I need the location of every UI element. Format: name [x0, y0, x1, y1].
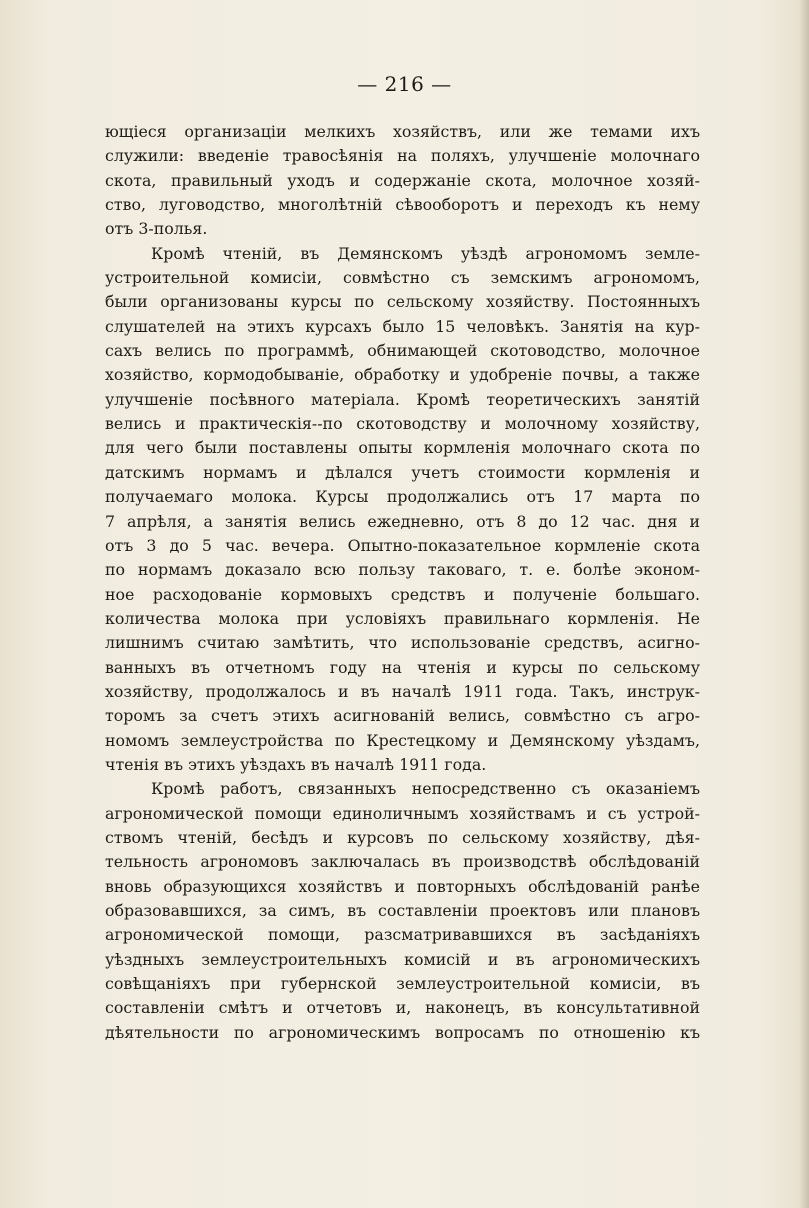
page-edge-shadow — [799, 0, 809, 1208]
page-number: — 216 — — [357, 72, 452, 96]
text-line: ство, луговодство, многолѣтній сѣвооборотъ и переходъ къ нему — [105, 195, 700, 215]
text-line: по нормамъ доказало всю пользу таковаго, т. е. болѣе эконом- — [105, 560, 700, 580]
text-line: образовавшихся, за симъ, въ составленіи проектовъ или плановъ — [105, 901, 700, 920]
text-line: устроительной комисіи, совмѣстно съ земскимъ агрономомъ, — [105, 268, 700, 288]
text-line: лишнимъ считаю замѣтить, что использованіе средствъ, асигно- — [105, 633, 700, 653]
text-line: 7 апрѣля, а занятія велись ежедневно, отъ 8 до 12 час. дня и — [105, 511, 700, 531]
text-line: датскимъ нормамъ и дѣлался учетъ стоимости кормленія и — [105, 462, 700, 482]
text-line: слушателей на этихъ курсахъ было 15 человѣкъ. Занятія на кур- — [105, 316, 700, 336]
text-line: были организованы курсы по сельскому хозяйству. Постоянныхъ — [105, 292, 700, 312]
text-line: тельность агрономовъ заключалась въ производствѣ обслѣдованій — [105, 852, 700, 872]
text-line: чтенія въ этихъ уѣздахъ въ началѣ 1911 года. — [105, 754, 487, 774]
text-line: служили: введеніе травосѣянія на поляхъ, улучшеніе молочнаго — [105, 146, 700, 166]
text-line: для чего были поставлены опыты кормленія молочнаго скота по — [105, 438, 700, 458]
text-line: вновь образующихся хозяйствъ и повторныхъ обслѣдованій ранѣе — [105, 876, 700, 896]
text-line: ствомъ чтеній, бесѣдъ и курсовъ по сельскому хозяйству, дѣя- — [105, 827, 700, 847]
body-text — [105, 120, 700, 1045]
text-line: дѣятельности по агрономическимъ вопросамъ по отношенію къ — [105, 1022, 700, 1042]
text-line: отъ 3-полья. — [105, 219, 208, 239]
text-line: скота, правильный уходъ и содержаніе скота, молочное хозяй- — [105, 170, 700, 190]
text-line: совѣщаніяхъ при губернской землеустроительной комисіи, въ — [105, 974, 700, 994]
text-line: номомъ землеустройства по Крестецкому и Демянскому уѣздамъ, — [105, 730, 700, 750]
text-line: хозяйству, продолжалось и въ началѣ 1911 года. Такъ, инструк- — [105, 681, 700, 701]
text-line: получаемаго молока. Курсы продолжались отъ 17 марта по — [105, 487, 700, 507]
text-line: ное расходованіе кормовыхъ средствъ и полученіе большаго. — [105, 584, 700, 604]
text-line: отъ 3 до 5 час. вечера. Опытно-показательное кормленіе скота — [105, 535, 700, 555]
text-line: ванныхъ въ отчетномъ году на чтенія и курсы по сельскому — [105, 657, 700, 677]
text-line: торомъ за счетъ этихъ асигнованій велись, совмѣстно съ агро- — [105, 706, 700, 726]
paragraph-first-line: Кромѣ чтеній, въ Демянскомъ уѣздѣ агрономомъ земле- — [151, 243, 700, 263]
text-line: агрономической помощи, разсматривавшихся въ засѣданіяхъ — [105, 925, 700, 945]
text-line: уѣздныхъ землеустроительныхъ комисій и въ агрономическихъ — [105, 949, 700, 969]
text-line: хозяйство, кормодобываніе, обработку и удобреніе почвы, а также — [105, 365, 700, 385]
text-line: агрономической помощи единоличнымъ хозяйствамъ и съ устрой- — [105, 803, 700, 823]
text-line: велись и практическія--по скотоводству и молочному хозяйству, — [105, 414, 700, 434]
text-line: улучшеніе посѣвного матеріала. Кромѣ теоретическихъ занятій — [105, 389, 700, 409]
text-line: количества молока при условіяхъ правильнаго кормленія. Не — [105, 608, 700, 628]
paragraph-first-line: Кромѣ работъ, связанныхъ непосредственно съ оказаніемъ — [151, 779, 700, 799]
text-line: составленіи смѣтъ и отчетовъ и, наконецъ, въ консультативной — [105, 998, 700, 1018]
text-line: сахъ велись по программѣ, обнимающей скотоводство, молочное — [105, 341, 700, 361]
text-line: ющіеся организаціи мелкихъ хозяйствъ, или же темами ихъ — [105, 122, 700, 141]
